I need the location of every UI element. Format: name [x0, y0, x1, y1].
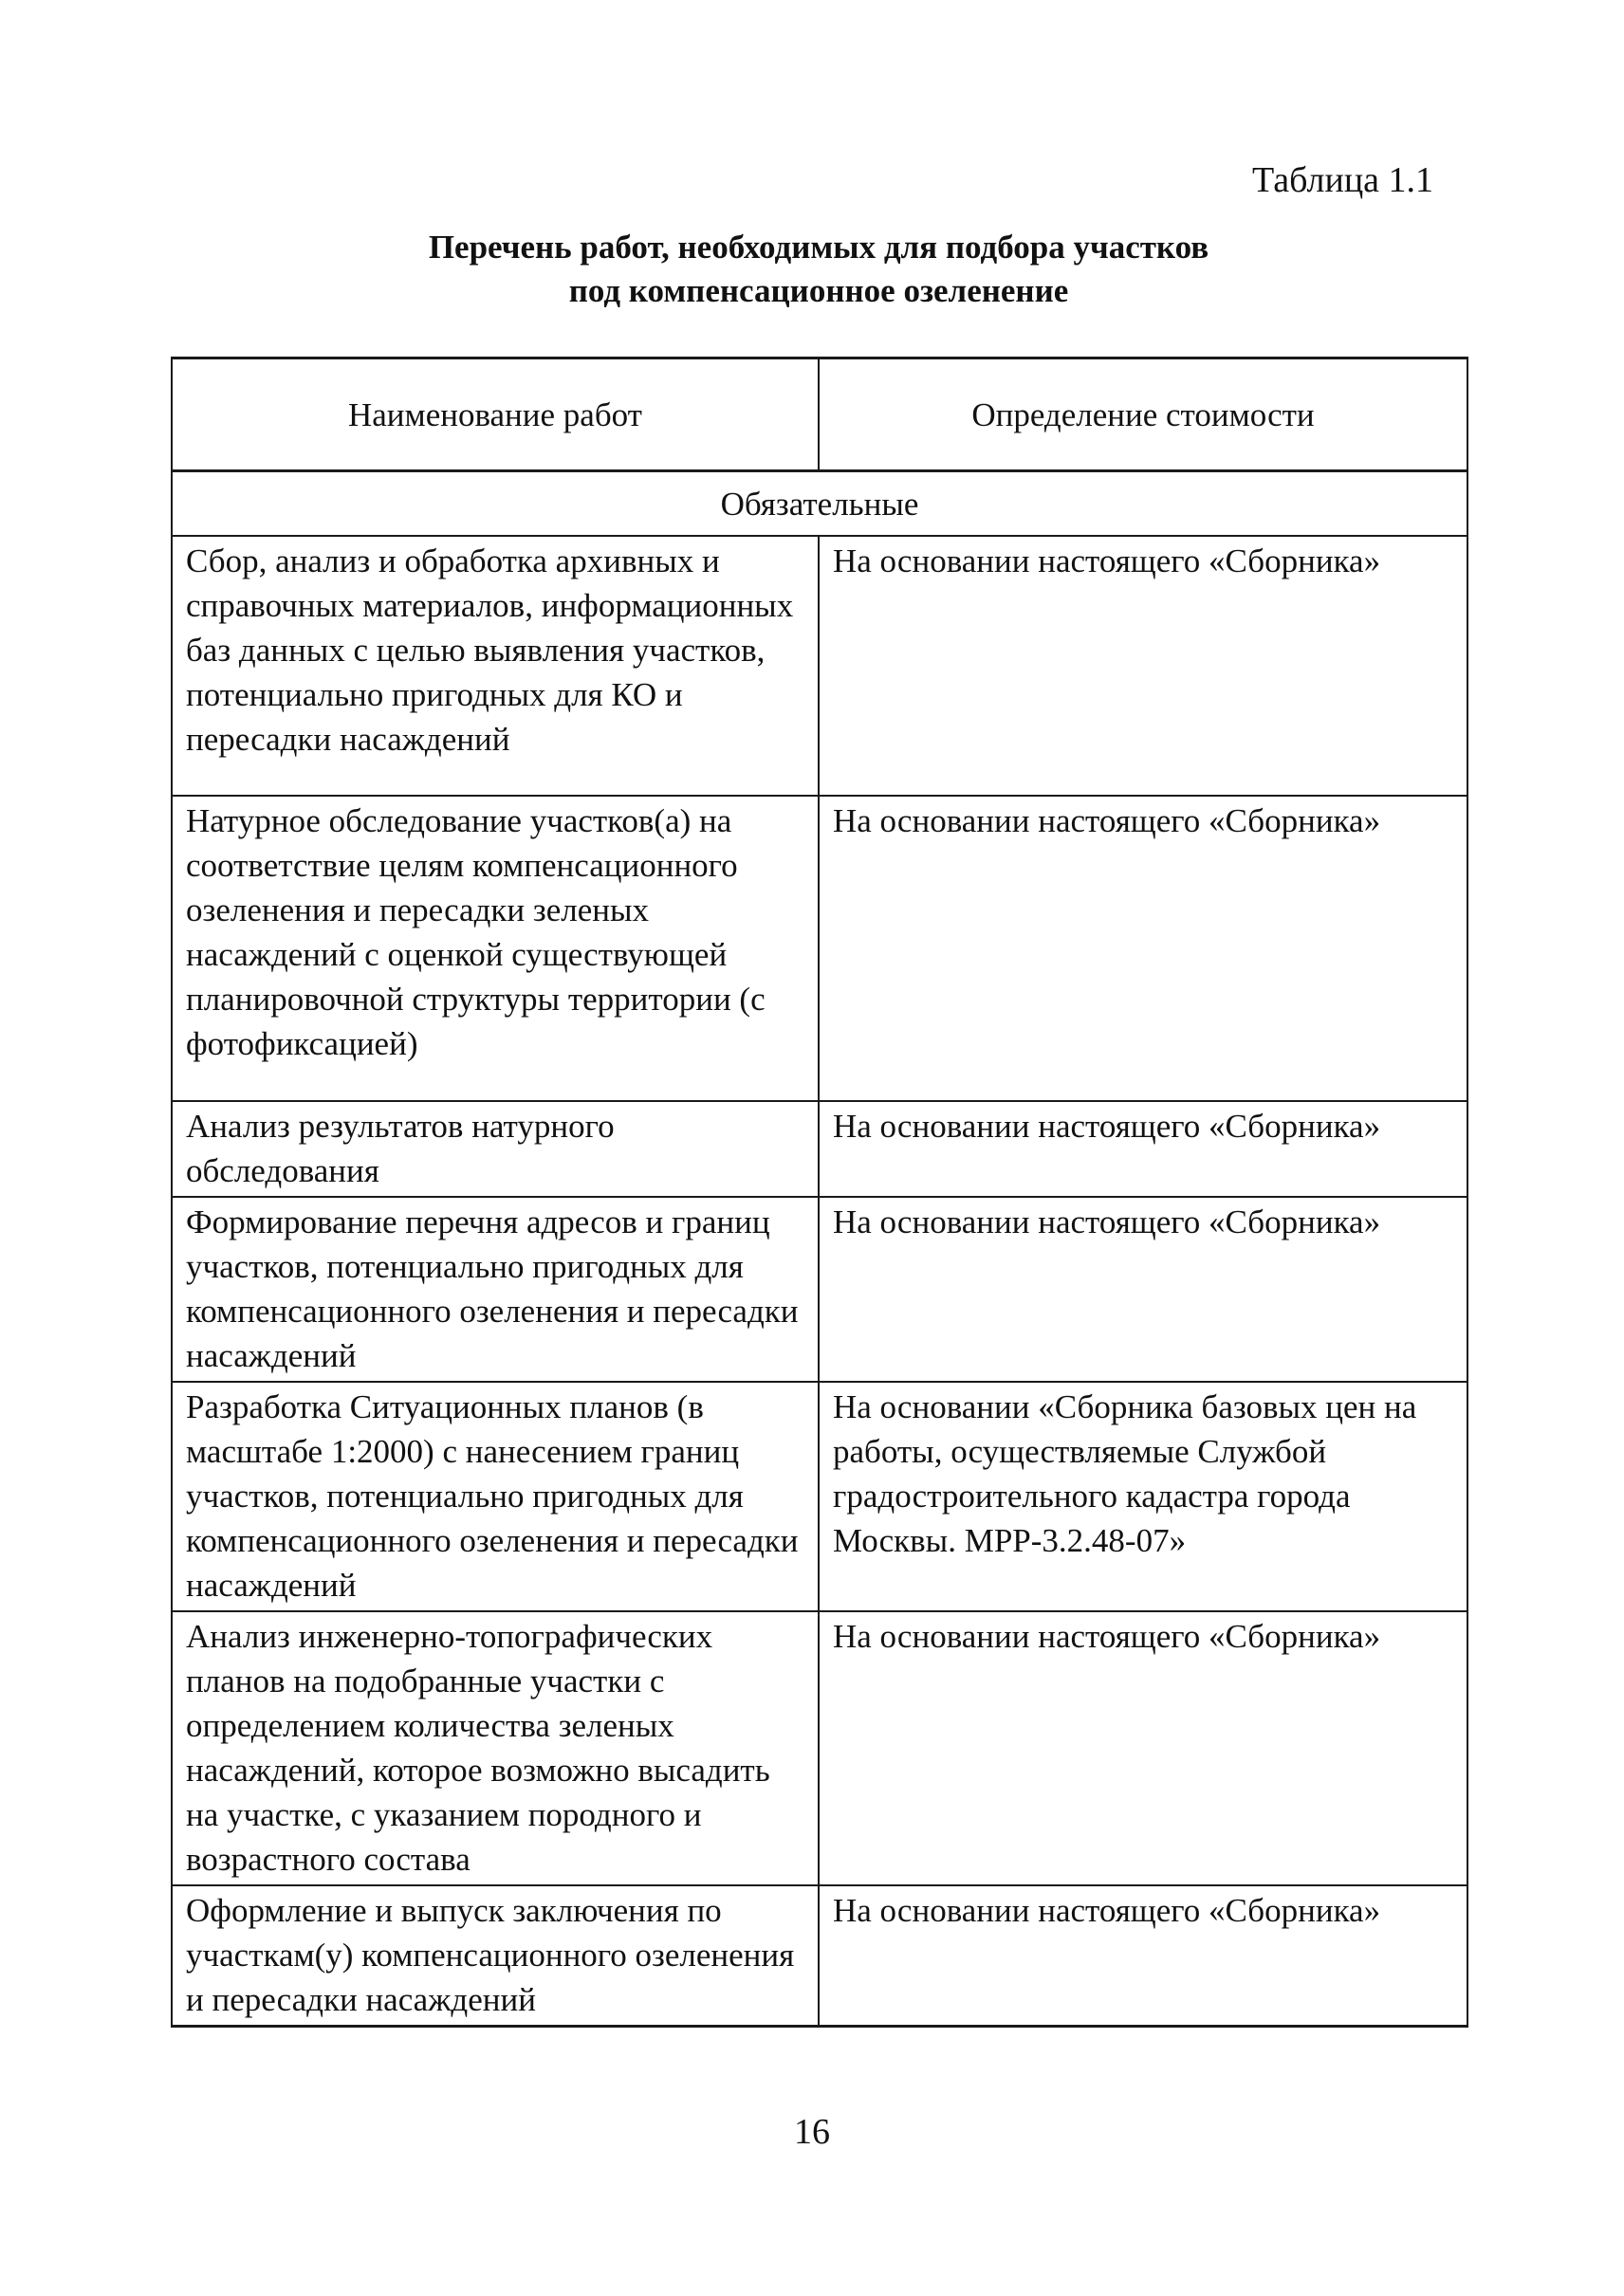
- table-row: [172, 1885, 1467, 2027]
- table-label: Таблица 1.1: [1252, 160, 1434, 200]
- work-cell: Оформление и выпуск заключения по участкам(у) компенсационного озеленения и пересадки насаждений: [172, 1885, 819, 2027]
- cost-cell: На основании настоящего «Сборника»: [819, 1197, 1467, 1382]
- work-cell: Анализ инженерно-топографических планов на подобранные участки с определением количества зеленых насаждений, которое возможно высадить на участке, с указанием породного и возрастного состава: [172, 1611, 819, 1885]
- work-cell: Анализ результатов натурного обследования: [172, 1101, 819, 1197]
- work-cell: Натурное обследование участков(а) на соответствие целям компенсационного озеленения и пересадки зеленых насаждений с оценкой существующей планировочной структуры территории (с фотофиксацией): [172, 796, 819, 1101]
- cost-cell: На основании настоящего «Сборника»: [819, 1611, 1467, 1885]
- title-line-2: под компенсационное озеленение: [568, 272, 1069, 309]
- cost-cell: На основании настоящего «Сборника»: [819, 1885, 1467, 2027]
- work-cell: Формирование перечня адресов и границ участков, потенциально пригодных для компенсационного озеленения и пересадки насаждений: [172, 1197, 819, 1382]
- table-row: [172, 1382, 1467, 1611]
- page-number: 16: [794, 2112, 830, 2152]
- table-row: [172, 796, 1467, 1101]
- document-title: [171, 226, 1467, 313]
- section-row: [172, 471, 1467, 537]
- work-cell: Разработка Ситуационных планов (в масштабе 1:2000) с нанесением границ участков, потенциально пригодных для компенсационного озеленения и пересадки насаждений: [172, 1382, 819, 1611]
- cost-cell: На основании настоящего «Сборника»: [819, 1101, 1467, 1197]
- header-work-name: Наименование работ: [172, 358, 819, 471]
- table-header-row: [172, 358, 1467, 471]
- table-row: [172, 536, 1467, 796]
- section-title: Обязательные: [172, 471, 1467, 537]
- table-row: [172, 1611, 1467, 1885]
- works-table: [171, 357, 1468, 2028]
- title-line-1: Перечень работ, необходимых для подбора участков: [428, 229, 1209, 266]
- cost-cell: На основании настоящего «Сборника»: [819, 536, 1467, 796]
- cost-cell: На основании настоящего «Сборника»: [819, 796, 1467, 1101]
- table-row: [172, 1101, 1467, 1197]
- header-cost-definition: Определение стоимости: [819, 358, 1467, 471]
- cost-cell: На основании «Сборника базовых цен на работы, осуществляемые Службой градостроительного кадастра города Москвы. МРР-3.2.48-07»: [819, 1382, 1467, 1611]
- table-row: [172, 1197, 1467, 1382]
- work-cell: Сбор, анализ и обработка архивных и справочных материалов, информационных баз данных с целью выявления участков, потенциально пригодных для КО и пересадки насаждений: [172, 536, 819, 796]
